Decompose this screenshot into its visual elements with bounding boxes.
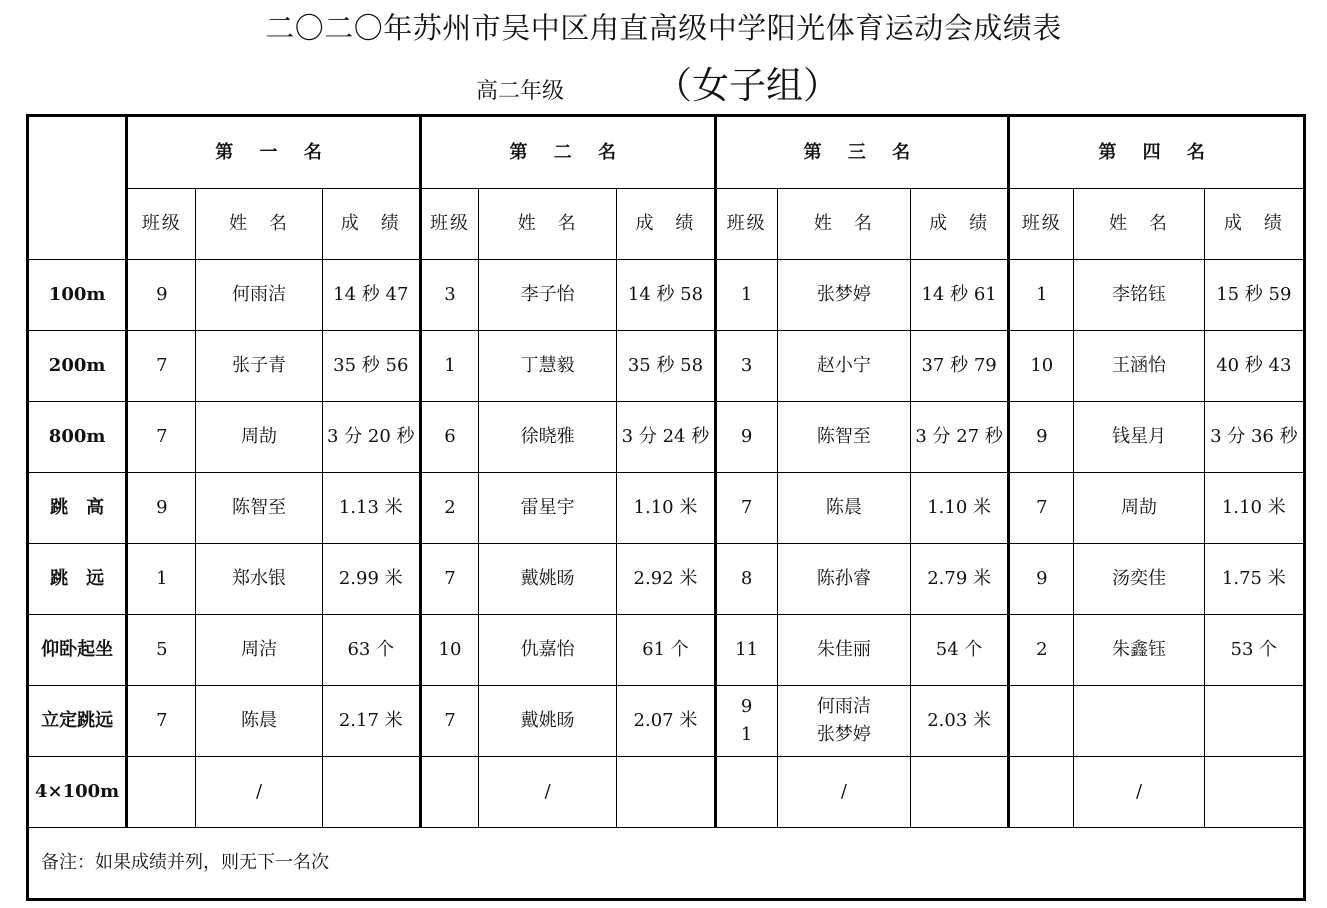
name-cell: 陈孙睿 xyxy=(777,544,910,615)
score-cell: 2.03 米 xyxy=(911,686,1009,757)
name-cell: 朱鑫钰 xyxy=(1074,615,1204,686)
event-label: 仰卧起坐 xyxy=(28,615,127,686)
name-cell: 汤奕佳 xyxy=(1074,544,1204,615)
name-header: 姓 名 xyxy=(777,189,910,260)
name-cell: 赵小宁 xyxy=(777,331,910,402)
score-cell: 35 秒 56 xyxy=(322,331,420,402)
class-cell xyxy=(420,757,478,828)
grade-label: 高二年级 xyxy=(476,79,565,104)
score-cell xyxy=(617,757,715,828)
score-cell: 1.13 米 xyxy=(322,473,420,544)
name-cell: 陈晨 xyxy=(196,686,322,757)
class-cell: 2 xyxy=(1009,615,1074,686)
score-cell: 53 个 xyxy=(1204,615,1304,686)
name-cell: 朱佳丽 xyxy=(777,615,910,686)
class-cell: 11 xyxy=(715,615,777,686)
name-cell: 陈晨 xyxy=(777,473,910,544)
score-cell: 3 分 27 秒 xyxy=(911,402,1009,473)
score-cell: 1.10 米 xyxy=(911,473,1009,544)
score-cell xyxy=(1204,757,1304,828)
class-cell: 7 xyxy=(715,473,777,544)
score-cell xyxy=(911,757,1009,828)
class-cell: 9 xyxy=(127,260,196,331)
score-cell: 61 个 xyxy=(617,615,715,686)
event-label: 800m xyxy=(28,402,127,473)
class-cell xyxy=(715,757,777,828)
name-cell: 李子怡 xyxy=(479,260,617,331)
name-value: 何雨洁 xyxy=(816,696,871,717)
event-label: 200m xyxy=(28,331,127,402)
event-label: 跳 远 xyxy=(28,544,127,615)
score-cell: 2.17 米 xyxy=(322,686,420,757)
class-cell: 7 xyxy=(127,331,196,402)
name-cell: / xyxy=(196,757,322,828)
score-cell: 14 秒 61 xyxy=(911,260,1009,331)
class-value: 1 xyxy=(740,724,753,745)
score-header: 成 绩 xyxy=(911,189,1009,260)
event-row xyxy=(28,615,1305,686)
name-cell: 钱星月 xyxy=(1074,402,1204,473)
class-cell: 9 xyxy=(1009,544,1074,615)
event-row xyxy=(28,473,1305,544)
name-cell: 周洁 xyxy=(196,615,322,686)
place-header: 第 一 名 xyxy=(127,116,421,189)
class-cell: 7 xyxy=(127,686,196,757)
name-cell: 戴姚旸 xyxy=(479,544,617,615)
score-cell: 35 秒 58 xyxy=(617,331,715,402)
name-cell: / xyxy=(1074,757,1204,828)
class-cell: 1 xyxy=(715,260,777,331)
class-header: 班级 xyxy=(420,189,478,260)
name-cell: 张子青 xyxy=(196,331,322,402)
event-row xyxy=(28,544,1305,615)
score-header: 成 绩 xyxy=(322,189,420,260)
score-cell: 54 个 xyxy=(911,615,1009,686)
event-label: 4×100m xyxy=(28,757,127,828)
note-row xyxy=(28,828,1305,900)
score-cell xyxy=(322,757,420,828)
class-cell: 9 xyxy=(715,402,777,473)
name-cell xyxy=(1074,686,1204,757)
class-cell xyxy=(715,686,777,757)
name-cell: 周劼 xyxy=(196,402,322,473)
place-header: 第 三 名 xyxy=(715,116,1009,189)
name-cell: 何雨洁 xyxy=(196,260,322,331)
name-cell: 陈智至 xyxy=(777,402,910,473)
event-label: 100m xyxy=(28,260,127,331)
name-cell: 戴姚旸 xyxy=(479,686,617,757)
score-cell: 2.07 米 xyxy=(617,686,715,757)
class-cell: 9 xyxy=(1009,402,1074,473)
class-cell: 6 xyxy=(420,402,478,473)
class-cell: 3 xyxy=(420,260,478,331)
event-row xyxy=(28,686,1305,757)
class-value: 9 xyxy=(740,696,753,717)
class-cell xyxy=(1009,686,1074,757)
name-cell: / xyxy=(777,757,910,828)
event-row xyxy=(28,402,1305,473)
score-cell: 15 秒 59 xyxy=(1204,260,1304,331)
name-cell: 王涵怡 xyxy=(1074,331,1204,402)
class-cell: 1 xyxy=(127,544,196,615)
score-cell: 3 分 20 秒 xyxy=(322,402,420,473)
class-cell: 3 xyxy=(715,331,777,402)
score-cell: 1.75 米 xyxy=(1204,544,1304,615)
name-cell: 张梦婷 xyxy=(777,260,910,331)
class-cell: 7 xyxy=(1009,473,1074,544)
class-cell: 8 xyxy=(715,544,777,615)
name-cell: 徐晓雅 xyxy=(479,402,617,473)
document-title: 二〇二〇年苏州市吴中区甪直高级中学阳光体育运动会成绩表 xyxy=(265,11,1062,45)
class-cell: 5 xyxy=(127,615,196,686)
event-row xyxy=(28,331,1305,402)
class-cell: 1 xyxy=(1009,260,1074,331)
class-cell: 7 xyxy=(420,544,478,615)
class-header: 班级 xyxy=(715,189,777,260)
score-cell: 63 个 xyxy=(322,615,420,686)
class-cell: 1 xyxy=(420,331,478,402)
class-header: 班级 xyxy=(127,189,196,260)
event-row xyxy=(28,757,1305,828)
event-row xyxy=(28,260,1305,331)
score-header: 成 绩 xyxy=(1204,189,1304,260)
name-cell: 周劼 xyxy=(1074,473,1204,544)
note-text: 备注：如果成绩并列，则无下一名次 xyxy=(28,828,1305,900)
score-cell: 1.10 米 xyxy=(617,473,715,544)
group-label: （女子组） xyxy=(655,64,840,107)
event-label: 跳 高 xyxy=(28,473,127,544)
results-body xyxy=(28,260,1305,828)
name-cell: 李铭钰 xyxy=(1074,260,1204,331)
name-cell: 丁慧毅 xyxy=(479,331,617,402)
name-header: 姓 名 xyxy=(196,189,322,260)
class-cell: 7 xyxy=(420,686,478,757)
event-label: 立定跳远 xyxy=(28,686,127,757)
name-value: 张梦婷 xyxy=(816,724,871,745)
score-cell: 3 分 24 秒 xyxy=(617,402,715,473)
results-table xyxy=(26,114,1306,901)
score-header: 成 绩 xyxy=(617,189,715,260)
score-cell: 1.10 米 xyxy=(1204,473,1304,544)
score-cell: 2.92 米 xyxy=(617,544,715,615)
name-cell: 陈智至 xyxy=(196,473,322,544)
class-cell xyxy=(1009,757,1074,828)
score-cell: 40 秒 43 xyxy=(1204,331,1304,402)
name-cell: 仇嘉怡 xyxy=(479,615,617,686)
place-header-row xyxy=(28,116,1305,189)
score-cell: 37 秒 79 xyxy=(911,331,1009,402)
name-header: 姓 名 xyxy=(479,189,617,260)
class-cell: 10 xyxy=(420,615,478,686)
class-cell: 10 xyxy=(1009,331,1074,402)
place-header: 第 四 名 xyxy=(1009,116,1305,189)
name-cell: / xyxy=(479,757,617,828)
score-cell: 2.99 米 xyxy=(322,544,420,615)
class-cell: 2 xyxy=(420,473,478,544)
score-cell: 14 秒 47 xyxy=(322,260,420,331)
name-cell xyxy=(777,686,910,757)
score-cell: 2.79 米 xyxy=(911,544,1009,615)
name-cell: 郑水银 xyxy=(196,544,322,615)
place-header: 第 二 名 xyxy=(420,116,715,189)
class-cell xyxy=(127,757,196,828)
class-cell: 9 xyxy=(127,473,196,544)
corner-cell xyxy=(28,116,127,260)
subheader-row xyxy=(28,189,1305,260)
score-cell: 14 秒 58 xyxy=(617,260,715,331)
score-cell: 3 分 36 秒 xyxy=(1204,402,1304,473)
score-cell xyxy=(1204,686,1304,757)
name-cell: 雷星宇 xyxy=(479,473,617,544)
name-header: 姓 名 xyxy=(1074,189,1204,260)
class-header: 班级 xyxy=(1009,189,1074,260)
class-cell: 7 xyxy=(127,402,196,473)
